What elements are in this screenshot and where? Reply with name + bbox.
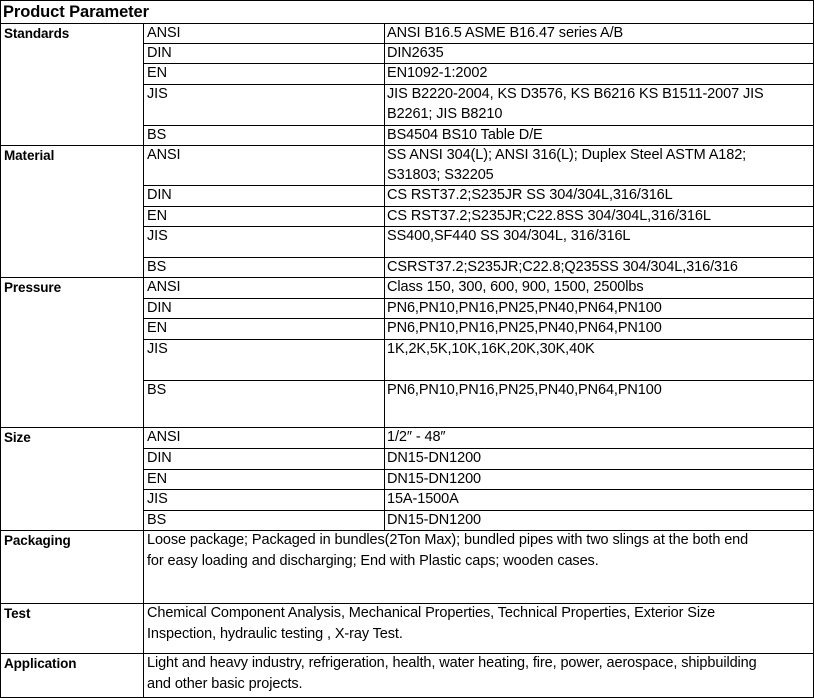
category-label-standards: Standards bbox=[4, 26, 70, 41]
value-text: ANSI B16.5 ASME B16.47 series A/B bbox=[387, 25, 624, 41]
category-label-material: Material bbox=[4, 148, 55, 163]
standard-label: ANSI bbox=[147, 147, 181, 163]
value-column-divider bbox=[384, 427, 385, 530]
category-column-divider bbox=[143, 277, 144, 427]
value-text: Class 150, 300, 600, 900, 1500, 2500lbs bbox=[387, 279, 644, 295]
category-label-application: Application bbox=[4, 656, 77, 671]
value-text: 15A-1500A bbox=[387, 491, 459, 507]
standard-label: JIS bbox=[147, 491, 168, 507]
standard-label: EN bbox=[147, 208, 167, 224]
standard-label: ANSI bbox=[147, 429, 181, 445]
category-column-divider bbox=[143, 530, 144, 603]
standard-label: BS bbox=[147, 512, 167, 528]
category-column-divider bbox=[143, 427, 144, 530]
category-label-test: Test bbox=[4, 606, 31, 621]
value-text: EN1092-1:2002 bbox=[387, 65, 488, 81]
value-text: B2261; JIS B8210 bbox=[387, 106, 503, 122]
category-label-packaging: Packaging bbox=[4, 533, 71, 548]
value-column-divider bbox=[384, 277, 385, 427]
value-text: S31803; S32205 bbox=[387, 167, 494, 183]
standard-label: JIS bbox=[147, 228, 168, 244]
standard-label: BS bbox=[147, 259, 167, 275]
value-text: PN6,PN10,PN16,PN25,PN40,PN64,PN100 bbox=[387, 320, 662, 336]
standard-label: DIN bbox=[147, 45, 172, 61]
standard-label: BS bbox=[147, 382, 167, 398]
standard-label: ANSI bbox=[147, 279, 181, 295]
category-label-pressure: Pressure bbox=[4, 280, 61, 295]
value-text: DN15-DN1200 bbox=[387, 471, 481, 487]
value-text: DIN2635 bbox=[387, 45, 444, 61]
category-column-divider bbox=[143, 603, 144, 653]
section-text: Chemical Component Analysis, Mechanical Properties, Technical Properties, Exterior Size bbox=[147, 605, 716, 621]
section-text: for easy loading and discharging; End with Plastic caps; wooden cases. bbox=[147, 553, 599, 569]
standard-label: ANSI bbox=[147, 25, 181, 41]
category-label-size: Size bbox=[4, 430, 31, 445]
value-text: JIS B2220-2004, KS D3576, KS B6216 KS B1511-2007 JIS bbox=[387, 86, 764, 102]
row-divider bbox=[143, 489, 813, 490]
value-text: PN6,PN10,PN16,PN25,PN40,PN64,PN100 bbox=[387, 382, 662, 398]
standard-label: JIS bbox=[147, 86, 168, 102]
standard-label: EN bbox=[147, 65, 167, 81]
standard-label: BS bbox=[147, 127, 167, 143]
row-divider bbox=[143, 43, 813, 44]
value-text: DN15-DN1200 bbox=[387, 512, 481, 528]
standard-label: EN bbox=[147, 320, 167, 336]
standard-label: DIN bbox=[147, 187, 172, 203]
standard-label: EN bbox=[147, 471, 167, 487]
standard-label: DIN bbox=[147, 450, 172, 466]
section-text: Loose package; Packaged in bundles(2Ton Max); bundled pipes with two slings at the both end bbox=[147, 532, 749, 548]
section-text: and other basic projects. bbox=[147, 676, 303, 692]
section-text: Light and heavy industry, refrigeration, health, water heating, fire, power, aerospace, shipbuilding bbox=[147, 655, 757, 671]
value-text: BS4504 BS10 Table D/E bbox=[387, 127, 543, 143]
value-text: DN15-DN1200 bbox=[387, 450, 481, 466]
value-text: CSRST37.2;S235JR;C22.8;Q235SS 304/304L,316/316 bbox=[387, 259, 738, 275]
value-text: PN6,PN10,PN16,PN25,PN40,PN64,PN100 bbox=[387, 300, 662, 316]
value-text: SS ANSI 304(L); ANSI 316(L); Duplex Steel ASTM A182; bbox=[387, 147, 747, 163]
section-text: Inspection, hydraulic testing , X-ray Test. bbox=[147, 626, 403, 642]
value-text: 1K,2K,5K,10K,16K,20K,30K,40K bbox=[387, 341, 595, 357]
table-left-border bbox=[0, 0, 1, 698]
value-text: CS RST37.2;S235JR;C22.8SS 304/304L,316/316L bbox=[387, 208, 711, 224]
standard-label: DIN bbox=[147, 300, 172, 316]
value-text: 1/2″ - 48″ bbox=[387, 429, 446, 445]
value-text: SS400,SF440 SS 304/304L, 316/316L bbox=[387, 228, 631, 244]
value-text: CS RST37.2;S235JR SS 304/304L,316/316L bbox=[387, 187, 673, 203]
category-column-divider bbox=[143, 653, 144, 697]
table-title: Product Parameter bbox=[3, 3, 149, 21]
standard-label: JIS bbox=[147, 341, 168, 357]
